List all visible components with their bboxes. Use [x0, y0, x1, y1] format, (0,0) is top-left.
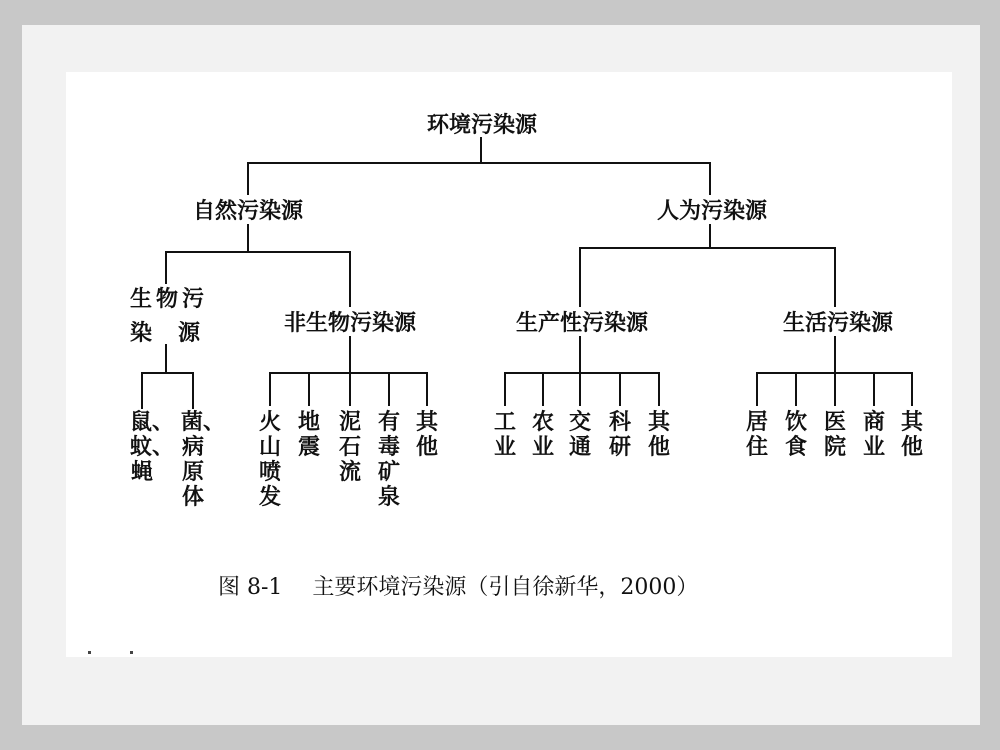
natural-sources-node: 自然污染源 [192, 198, 304, 224]
leaf-pathogens: 菌、病原体 [181, 409, 226, 510]
figure-title: 主要环境污染源（引自徐新华，2000） [312, 575, 699, 600]
figure-caption [218, 577, 698, 599]
leaf-agriculture: 农业 [531, 409, 554, 460]
figure-number: 图 8-1 [218, 575, 283, 600]
leaf-transport: 交通 [568, 409, 591, 460]
leaf-commerce: 商业 [862, 409, 885, 460]
leaf-hospital: 医院 [823, 409, 846, 460]
leaf-rodents: 鼠、蚊、蝇 [130, 409, 175, 485]
root-node: 环境污染源 [426, 112, 538, 138]
production-sources-node: 生产性污染源 [515, 310, 649, 336]
leaf-earthquake: 地震 [297, 409, 320, 460]
leaf-industry: 工业 [493, 409, 516, 460]
leaf-research: 科研 [608, 409, 631, 460]
leaf-production-other: 其他 [647, 409, 670, 460]
biological-line-1: 生物污 [130, 286, 209, 312]
scan-specks [88, 651, 138, 655]
leaf-volcano: 火山喷发 [258, 409, 281, 510]
biological-sources-node [130, 288, 226, 344]
human-sources-node: 人为污染源 [656, 198, 768, 224]
leaf-housing: 居住 [745, 409, 768, 460]
leaf-diet: 饮食 [784, 409, 807, 460]
leaf-toxic-mine: 有毒矿泉 [377, 409, 400, 510]
leaf-living-other: 其他 [900, 409, 923, 460]
living-sources-node: 生活污染源 [782, 310, 894, 336]
leaf-natural-other: 其他 [415, 409, 438, 460]
nonbiological-sources-node: 非生物污染源 [283, 310, 417, 336]
leaf-mudslide: 泥石流 [338, 409, 361, 485]
biological-line-2: 染源 [130, 320, 227, 346]
